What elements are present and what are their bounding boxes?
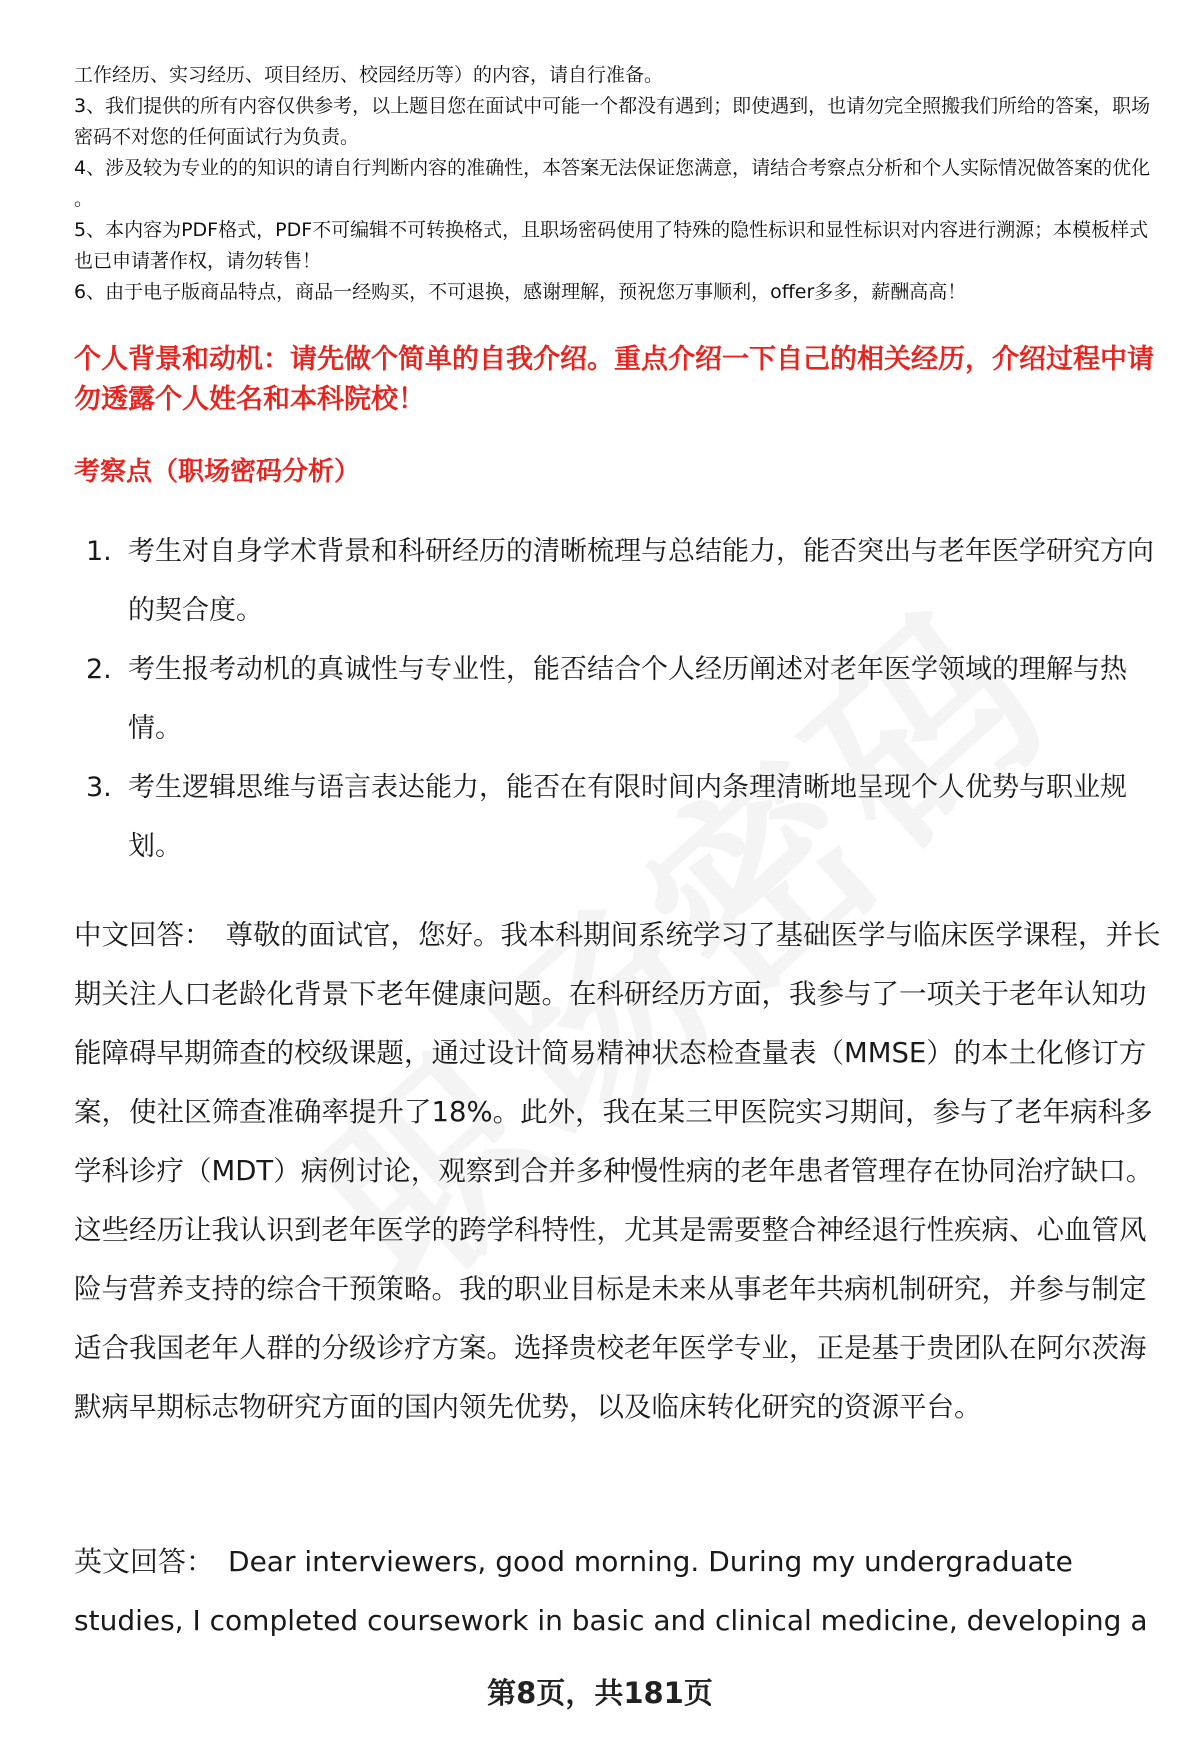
list-item [74,522,1164,640]
assessment-points-list [74,522,1164,876]
list-number: 3. [86,772,112,803]
english-answer-label: 英文回答： [74,1545,215,1578]
assessment-points-title: 考察点（职场密码分析） [74,457,361,487]
note-line: 4、涉及较为专业的的知识的请自行判断内容的准确性，本答案无法保证您满意，请结合考察点分析和个人实际情况做答案的优化 。 [74,157,1151,210]
page-number-footer: 第8页，共181页 [487,1676,713,1710]
list-item [74,640,1164,758]
chinese-answer-label: 中文回答： [74,919,212,951]
english-answer [74,1532,1164,1650]
list-number: 2. [86,654,112,685]
note-line: 3、我们提供的所有内容仅供参考，以上题目您在面试中可能一个都没有遇到；即使遇到，也请勿完全照搬我们所给的答案，职场密码不对您的任何面试行为负责。 [74,95,1151,148]
note-line: 5、本内容为PDF格式，PDF不可编辑不可转换格式，且职场密码使用了特殊的隐性标识和显性标识对内容进行溯源；本模板样式也已申请著作权，请勿转售！ [74,219,1149,272]
chinese-answer [74,906,1164,1437]
note-line: 6、由于电子版商品特点，商品一经购买，不可退换，感谢理解，预祝您万事顺利，offer多多，薪酬高高！ [74,281,967,303]
question-title: 个人背景和动机：请先做个简单的自我介绍。重点介绍一下自己的相关经历，介绍过程中请勿透露个人姓名和本科院校！ [74,344,1154,415]
list-item [74,758,1164,876]
list-item-text: 考生对自身学术背景和科研经历的清晰梳理与总结能力，能否突出与老年医学研究方向的契合度。 [128,536,1154,626]
note-line: 工作经历、实习经历、项目经历、校园经历等）的内容，请自行准备。 [74,64,664,86]
list-item-text: 考生逻辑思维与语言表达能力，能否在有限时间内条理清晰地呈现个人优势与职业规划。 [128,772,1127,862]
english-answer-text: Dear interviewers, good morning. During my undergraduate studies, I completed coursework in basic and clinical medicine, developing a [74,1545,1148,1637]
list-number: 1. [86,536,112,567]
list-item-text: 考生报考动机的真诚性与专业性，能否结合个人经历阐述对老年医学领域的理解与热情。 [128,654,1127,744]
chinese-answer-text: 尊敬的面试官，您好。我本科期间系统学习了基础医学与临床医学课程，并长期关注人口老龄化背景下老年健康问题。在科研经历方面，我参与了一项关于老年认知功能障碍早期筛查的校级课题，通过设计简易精神状态检查量表（MMSE）的本土化修订方案，使社区筛查准确率提升了18%。此外，我在某三甲医院实习期间，参与了老年病科多学科诊疗（MDT）病例讨论，观察到合并多种慢性病的老年患者管理存在协同治疗缺口。这些经历让我认识到老年医学的跨学科特性，尤其是需要整合神经退行性疾病、心血管风险与营养支持的综合干预策略。我的职业目标是未来从事老年共病机制研究，并参与制定适合我国老年人群的分级诊疗方案。选择贵校老年医学专业，正是基于贵团队在阿尔茨海默病早期标志物研究方面的国内领先优势，以及临床转化研究的资源平台。 [74,919,1161,1423]
notes-block [74,60,1164,308]
